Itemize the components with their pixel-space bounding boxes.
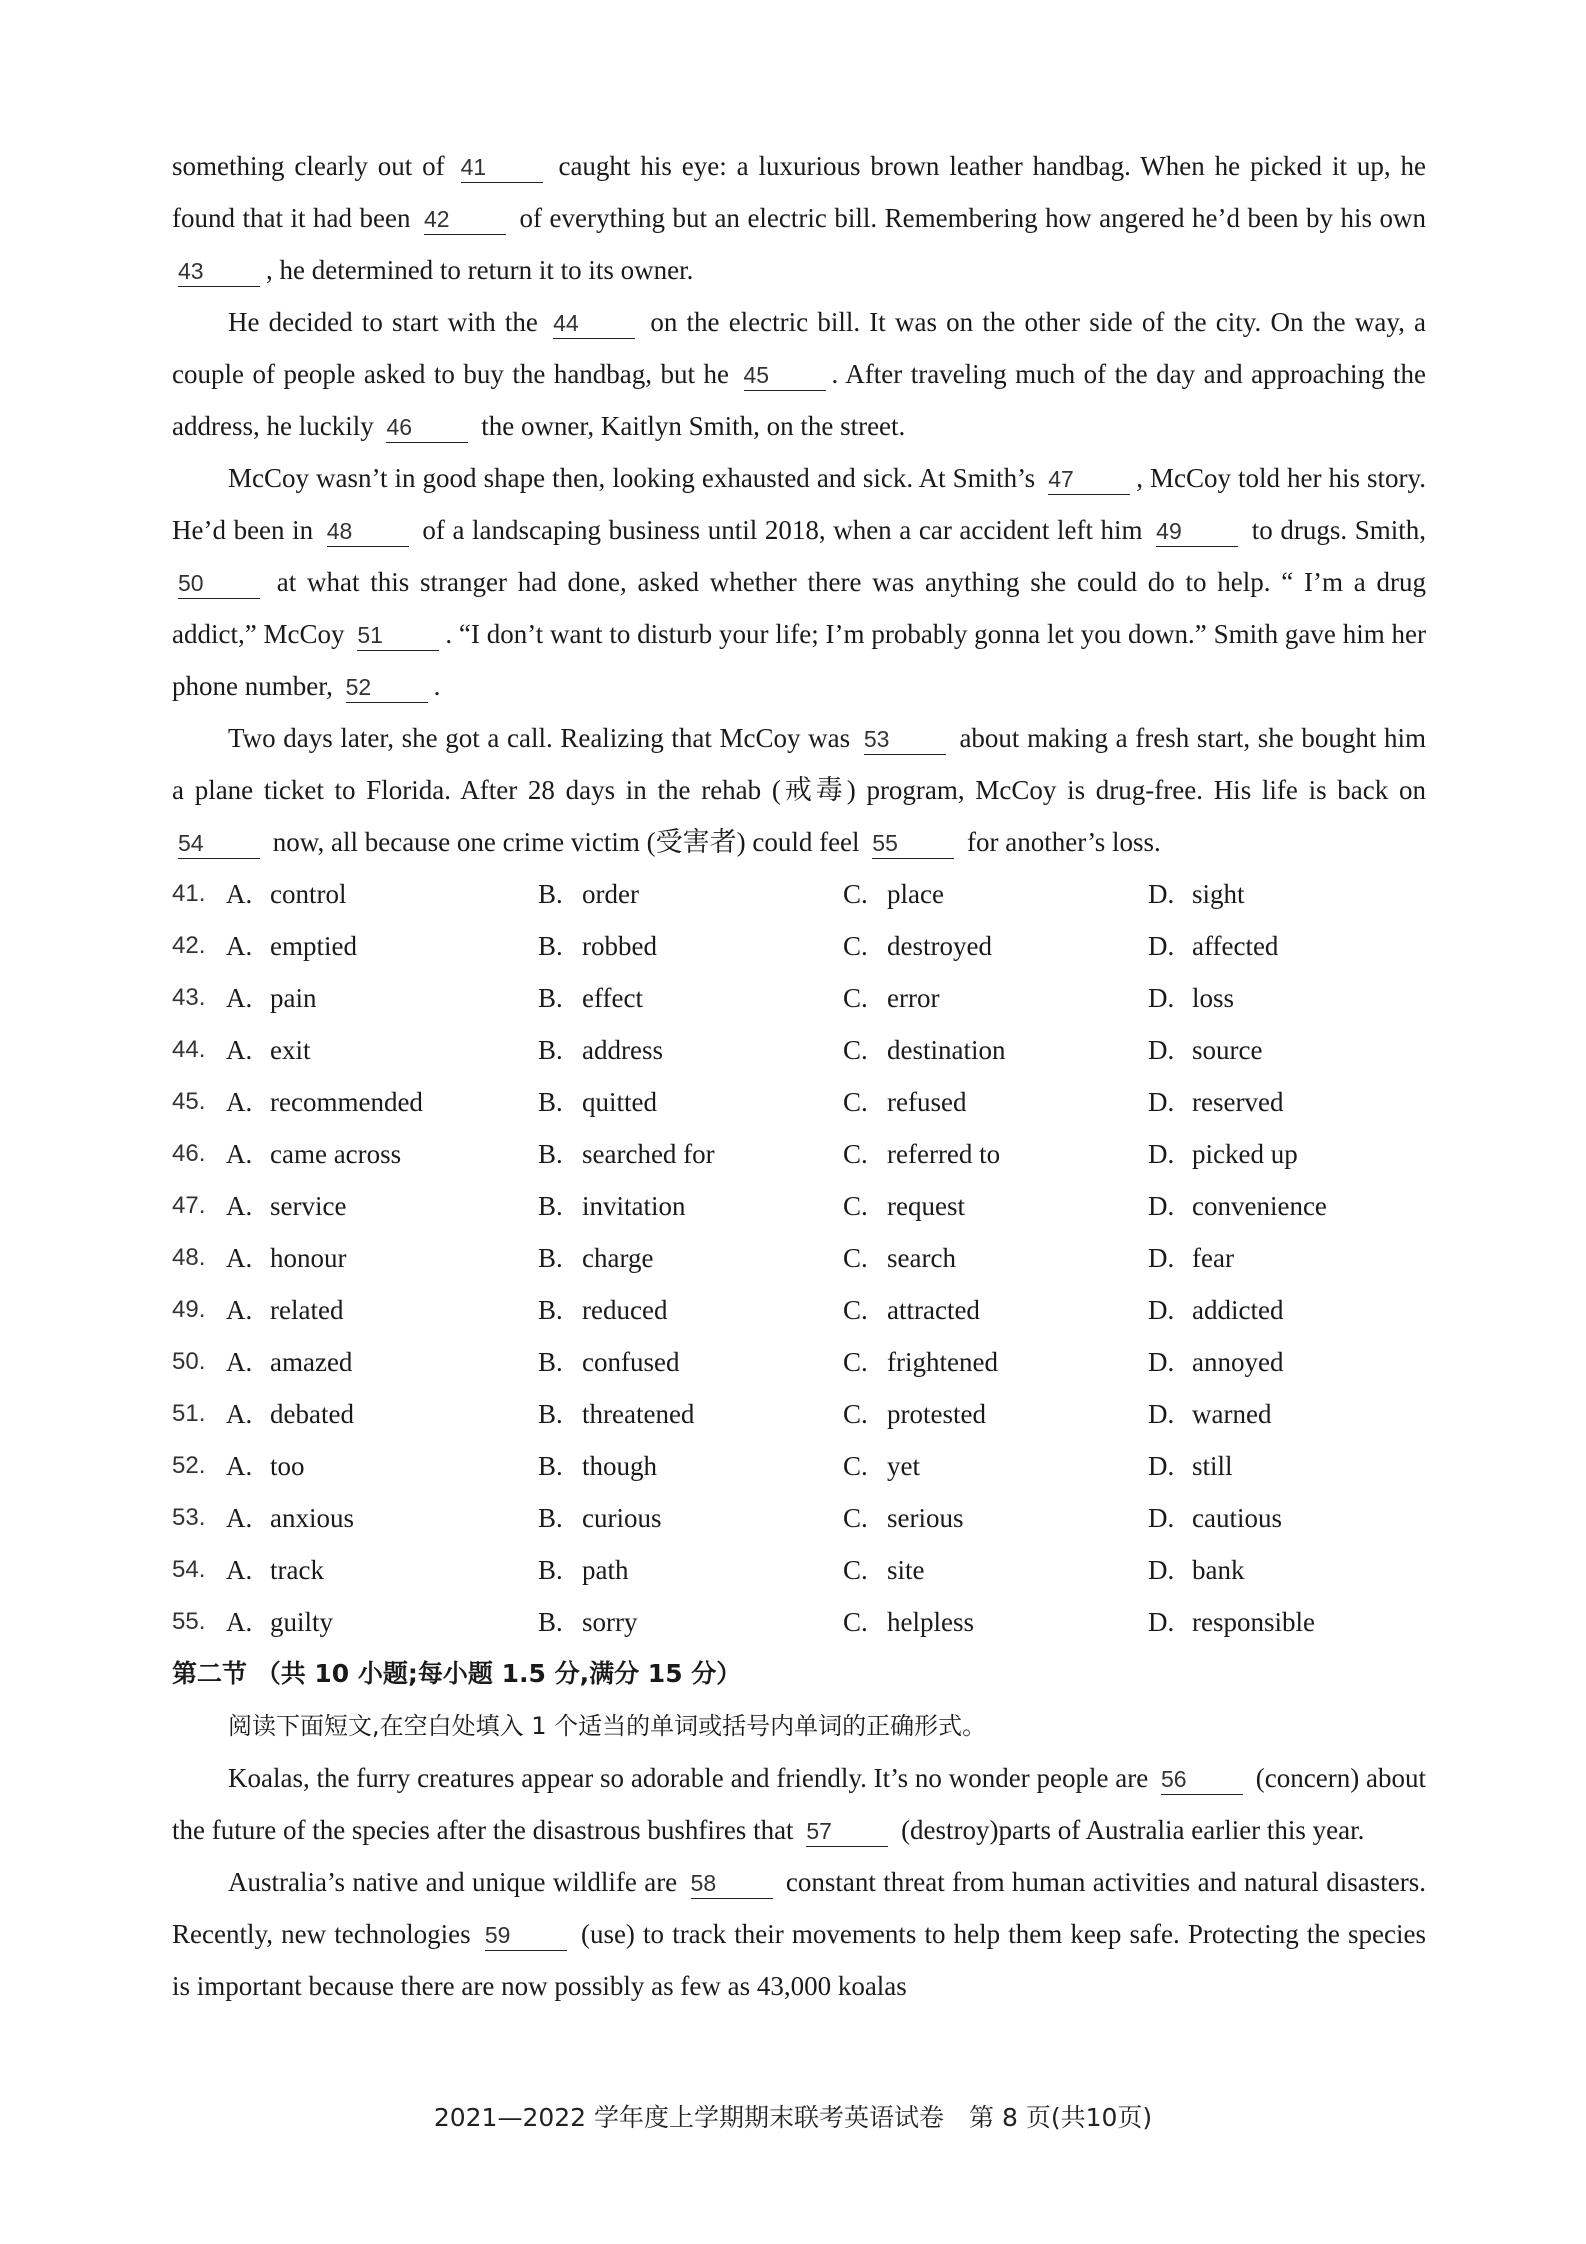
option-a (226, 1596, 538, 1648)
option-c (843, 1440, 1148, 1492)
option-b (538, 1388, 843, 1440)
text: about making a fresh start, she bought him a plane ticket to Florida. After 28 days in the rehab (戒毒) program, McCoy is drug-free. His life is back on (172, 723, 1427, 805)
option-row (172, 1492, 1426, 1544)
option-b (538, 1336, 843, 1388)
option-d (1148, 1440, 1408, 1492)
question-number: 55. (172, 1608, 206, 1635)
text: . After traveling much of the day and approaching the address, he luckily (172, 359, 1426, 441)
section2-paragraph-2 (172, 1856, 1426, 2012)
option-c (843, 1544, 1148, 1596)
option-letter: A. (226, 983, 253, 1013)
option-a (226, 1180, 538, 1232)
option-d (1148, 1128, 1408, 1180)
option-c (843, 1596, 1148, 1648)
option-letter: D. (1148, 1555, 1175, 1585)
text: Australia’s native and unique wildlife are (228, 1867, 678, 1897)
option-text: error (887, 983, 940, 1013)
option-c (843, 1076, 1148, 1128)
option-letter: D. (1148, 1399, 1175, 1429)
option-letter: D. (1148, 1087, 1175, 1117)
option-d (1148, 920, 1408, 972)
option-letter: A. (226, 1191, 253, 1221)
option-a (226, 1492, 538, 1544)
option-d (1148, 1180, 1408, 1232)
option-b (538, 1076, 843, 1128)
option-letter: A. (226, 1087, 253, 1117)
option-b (538, 920, 843, 972)
blank-42: 42 (424, 204, 506, 235)
text: on the electric bill. It was on the other side of the city. On the way, a couple of people asked to buy the handbag, but he (172, 307, 1427, 389)
option-letter: B. (538, 1035, 563, 1065)
option-letter: D. (1148, 1503, 1175, 1533)
option-a (226, 1024, 538, 1076)
exam-page (172, 140, 1426, 2012)
blank-45: 45 (744, 360, 826, 391)
passage-paragraph-2 (172, 296, 1426, 452)
text: . “I don’t want to disturb your life; I’m probably gonna let you down.” Smith gave him her phone number, (172, 619, 1427, 701)
option-a (226, 1232, 538, 1284)
option-text: quitted (582, 1087, 657, 1117)
option-c (843, 1128, 1148, 1180)
option-b (538, 1284, 843, 1336)
option-row (172, 1284, 1426, 1336)
option-b (538, 868, 843, 920)
option-letter: B. (538, 983, 563, 1013)
question-number: 51. (172, 1400, 206, 1427)
text: (use) to track their movements to help them keep safe. Protecting the species is important because there are now possibly as few as 43,000 koalas (172, 1919, 1427, 2001)
option-a (226, 972, 538, 1024)
option-letter: C. (843, 1399, 868, 1429)
option-text: referred to (887, 1139, 1001, 1169)
question-number: 54. (172, 1556, 206, 1583)
option-text: came across (270, 1139, 402, 1169)
option-row (172, 1076, 1426, 1128)
option-letter: B. (538, 1139, 563, 1169)
text: now, all because one crime victim (受害者) could feel (272, 827, 860, 857)
option-b (538, 1180, 843, 1232)
option-c (843, 920, 1148, 972)
section-title: 第二节 （共 10 小题;每小题 1.5 分,满分 15 分） (172, 1659, 742, 1688)
option-row (172, 1544, 1426, 1596)
option-letter: A. (226, 931, 253, 961)
blank-53: 53 (864, 724, 946, 755)
option-letter: A. (226, 1607, 253, 1637)
option-a (226, 1336, 538, 1388)
option-letter: C. (843, 1035, 868, 1065)
page-footer: 2021—2022 学年度上学期期末联考英语试卷 第 8 页(共10页) (433, 2103, 1153, 2132)
option-text: recommended (270, 1087, 423, 1117)
option-letter: B. (538, 1087, 563, 1117)
option-letter: D. (1148, 879, 1175, 909)
blank-55: 55 (872, 828, 954, 859)
question-number: 46. (172, 1140, 206, 1167)
option-text: destroyed (887, 931, 992, 961)
passage-paragraph-1 (172, 140, 1426, 296)
option-letter: C. (843, 983, 868, 1013)
option-text: order (582, 879, 639, 909)
option-row (172, 920, 1426, 972)
option-text: address (582, 1035, 663, 1065)
option-row (172, 972, 1426, 1024)
option-letter: D. (1148, 1035, 1175, 1065)
text: of everything but an electric bill. Remembering how angered he’d been by his own (519, 203, 1427, 233)
passage-paragraph-4 (172, 712, 1426, 868)
option-letter: C. (843, 1607, 868, 1637)
question-number: 53. (172, 1504, 206, 1531)
option-text: control (270, 879, 347, 909)
option-letter: D. (1148, 983, 1175, 1013)
option-c (843, 1336, 1148, 1388)
text: Koalas, the furry creatures appear so adorable and friendly. It’s no wonder people are (228, 1763, 1149, 1793)
option-text: sight (1192, 879, 1245, 909)
section2-paragraph-1 (172, 1752, 1426, 1856)
text: He decided to start with the (228, 307, 538, 337)
option-letter: B. (538, 879, 563, 909)
blank-49: 49 (1156, 516, 1238, 547)
option-row (172, 1336, 1426, 1388)
options-list (172, 868, 1426, 1648)
option-text: attracted (887, 1295, 980, 1325)
option-text: searched for (582, 1139, 715, 1169)
option-letter: C. (843, 1295, 868, 1325)
option-d (1148, 1336, 1408, 1388)
option-text: addicted (1192, 1295, 1284, 1325)
option-letter: A. (226, 1503, 253, 1533)
option-letter: C. (843, 931, 868, 961)
option-letter: B. (538, 1503, 563, 1533)
option-letter: D. (1148, 1243, 1175, 1273)
text: to drugs. Smith, (1251, 515, 1427, 545)
option-row (172, 1180, 1426, 1232)
option-letter: D. (1148, 1451, 1175, 1481)
option-text: picked up (1192, 1139, 1298, 1169)
blank-58: 58 (691, 1868, 773, 1899)
option-a (226, 920, 538, 972)
option-letter: A. (226, 1451, 253, 1481)
option-letter: C. (843, 1087, 868, 1117)
option-d (1148, 1388, 1408, 1440)
option-letter: B. (538, 1347, 563, 1377)
blank-52: 52 (346, 672, 428, 703)
option-row (172, 1128, 1426, 1180)
text: . (433, 671, 441, 701)
option-text: request (887, 1191, 965, 1221)
option-letter: D. (1148, 1139, 1175, 1169)
option-letter: B. (538, 1191, 563, 1221)
option-text: reserved (1192, 1087, 1284, 1117)
text: of a landscaping business until 2018, when a car accident left him (422, 515, 1143, 545)
option-text: source (1192, 1035, 1263, 1065)
text: , he determined to return it to its owner. (266, 255, 694, 285)
text: , McCoy told her his story. He’d been in (172, 463, 1427, 545)
option-c (843, 868, 1148, 920)
option-text: refused (887, 1087, 967, 1117)
option-d (1148, 868, 1408, 920)
option-text: frightened (887, 1347, 998, 1377)
option-a (226, 1128, 538, 1180)
question-number: 42. (172, 932, 206, 959)
blank-56: 56 (1161, 1764, 1243, 1795)
option-letter: A. (226, 1139, 253, 1169)
option-row (172, 1024, 1426, 1076)
option-letter: B. (538, 1607, 563, 1637)
option-text: site (887, 1555, 925, 1585)
option-letter: A. (226, 1295, 253, 1325)
option-row (172, 1440, 1426, 1492)
question-number: 49. (172, 1296, 206, 1323)
blank-41: 41 (461, 152, 543, 183)
option-text: warned (1192, 1399, 1272, 1429)
option-letter: C. (843, 1139, 868, 1169)
option-letter: C. (843, 1191, 868, 1221)
option-letter: A. (226, 1347, 253, 1377)
option-letter: C. (843, 1347, 868, 1377)
option-text: confused (582, 1347, 680, 1377)
text: something clearly out of (172, 151, 445, 181)
question-number: 41. (172, 880, 206, 907)
blank-54: 54 (178, 828, 260, 859)
option-b (538, 1024, 843, 1076)
blank-44: 44 (553, 308, 635, 339)
option-a (226, 868, 538, 920)
option-text: protested (887, 1399, 986, 1429)
option-text: too (270, 1451, 305, 1481)
option-text: charge (582, 1243, 654, 1273)
text: McCoy wasn’t in good shape then, looking exhausted and sick. At Smith’s (228, 463, 1036, 493)
option-text: annoyed (1192, 1347, 1284, 1377)
option-letter: B. (538, 1451, 563, 1481)
option-b (538, 1440, 843, 1492)
option-text: exit (270, 1035, 311, 1065)
option-text: robbed (582, 931, 657, 961)
option-text: sorry (582, 1607, 638, 1637)
blank-43: 43 (178, 256, 260, 287)
blank-48: 48 (327, 516, 409, 547)
option-b (538, 1232, 843, 1284)
option-text: invitation (582, 1191, 686, 1221)
option-letter: D. (1148, 931, 1175, 961)
option-text: threatened (582, 1399, 695, 1429)
option-b (538, 1492, 843, 1544)
option-row (172, 1388, 1426, 1440)
option-text: reduced (582, 1295, 668, 1325)
option-c (843, 1492, 1148, 1544)
blank-50: 50 (178, 568, 260, 599)
option-letter: C. (843, 1503, 868, 1533)
option-text: bank (1192, 1555, 1245, 1585)
option-c (843, 1180, 1148, 1232)
option-a (226, 1076, 538, 1128)
option-letter: C. (843, 1555, 868, 1585)
option-c (843, 1024, 1148, 1076)
option-text: curious (582, 1503, 662, 1533)
option-letter: B. (538, 1399, 563, 1429)
option-text: destination (887, 1035, 1006, 1065)
option-d (1148, 1544, 1408, 1596)
option-text: effect (582, 983, 643, 1013)
question-number: 50. (172, 1348, 206, 1375)
blank-51: 51 (357, 620, 439, 651)
option-letter: B. (538, 931, 563, 961)
blank-59: 59 (485, 1920, 567, 1951)
option-text: place (887, 879, 944, 909)
option-letter: C. (843, 879, 868, 909)
text: for another’s loss. (967, 827, 1161, 857)
question-number: 48. (172, 1244, 206, 1271)
option-row (172, 1232, 1426, 1284)
option-text: debated (270, 1399, 354, 1429)
text: (concern) about the future of the species after the disastrous bushfires that (172, 1763, 1427, 1845)
option-letter: D. (1148, 1347, 1175, 1377)
option-letter: C. (843, 1243, 868, 1273)
option-c (843, 1232, 1148, 1284)
option-text: cautious (1192, 1503, 1282, 1533)
text: the owner, Kaitlyn Smith, on the street. (481, 411, 906, 441)
option-text: related (270, 1295, 344, 1325)
section-instruction: 阅读下面短文,在空白处填入 1 个适当的单词或括号内单词的正确形式。 (228, 1712, 987, 1740)
question-number: 47. (172, 1192, 206, 1219)
question-number: 45. (172, 1088, 206, 1115)
option-text: service (270, 1191, 347, 1221)
option-text: pain (270, 983, 317, 1013)
option-c (843, 1284, 1148, 1336)
blank-47: 47 (1048, 464, 1130, 495)
option-b (538, 972, 843, 1024)
option-text: though (582, 1451, 658, 1481)
option-text: emptied (270, 931, 357, 961)
option-a (226, 1388, 538, 1440)
blank-57: 57 (806, 1816, 888, 1847)
text: caught his eye: a luxurious brown leather handbag. When he picked it up, he found that it had been (172, 151, 1426, 233)
option-text: still (1192, 1451, 1233, 1481)
option-text: convenience (1192, 1191, 1327, 1221)
option-a (226, 1440, 538, 1492)
option-letter: A. (226, 1243, 253, 1273)
option-text: affected (1192, 931, 1279, 961)
text: constant threat from human activities and natural disasters. Recently, new technologies (172, 1867, 1427, 1949)
option-row (172, 1596, 1426, 1648)
option-text: guilty (270, 1607, 334, 1637)
option-d (1148, 1232, 1408, 1284)
option-d (1148, 1284, 1408, 1336)
option-d (1148, 972, 1408, 1024)
question-number: 52. (172, 1452, 206, 1479)
blank-46: 46 (386, 412, 468, 443)
option-text: fear (1192, 1243, 1234, 1273)
option-text: honour (270, 1243, 347, 1273)
option-letter: D. (1148, 1191, 1175, 1221)
option-text: amazed (270, 1347, 353, 1377)
question-number: 43. (172, 984, 206, 1011)
option-text: search (887, 1243, 956, 1273)
option-d (1148, 1492, 1408, 1544)
option-text: loss (1192, 983, 1235, 1013)
option-d (1148, 1024, 1408, 1076)
text: at what this stranger had done, asked whether there was anything she could do to help. “ I’m a drug addict,” McCoy (172, 567, 1426, 649)
text: (destroy)parts of Australia earlier this year. (901, 1815, 1365, 1845)
option-letter: A. (226, 879, 253, 909)
option-letter: B. (538, 1295, 563, 1325)
option-letter: A. (226, 1555, 253, 1585)
option-letter: C. (843, 1451, 868, 1481)
option-b (538, 1128, 843, 1180)
option-text: yet (887, 1451, 920, 1481)
option-a (226, 1544, 538, 1596)
option-letter: B. (538, 1243, 563, 1273)
option-letter: D. (1148, 1295, 1175, 1325)
option-text: helpless (887, 1607, 974, 1637)
passage-paragraph-3 (172, 452, 1426, 712)
option-text: track (270, 1555, 324, 1585)
option-row (172, 868, 1426, 920)
option-letter: D. (1148, 1607, 1175, 1637)
text: Two days later, she got a call. Realizing that McCoy was (228, 723, 851, 753)
option-text: path (582, 1555, 629, 1585)
option-letter: B. (538, 1555, 563, 1585)
option-text: anxious (270, 1503, 354, 1533)
option-letter: A. (226, 1035, 253, 1065)
option-b (538, 1544, 843, 1596)
option-letter: A. (226, 1399, 253, 1429)
option-d (1148, 1076, 1408, 1128)
option-a (226, 1284, 538, 1336)
question-number: 44. (172, 1036, 206, 1063)
option-d (1148, 1596, 1408, 1648)
option-text: serious (887, 1503, 964, 1533)
option-c (843, 1388, 1148, 1440)
option-c (843, 972, 1148, 1024)
option-text: responsible (1192, 1607, 1315, 1637)
option-b (538, 1596, 843, 1648)
